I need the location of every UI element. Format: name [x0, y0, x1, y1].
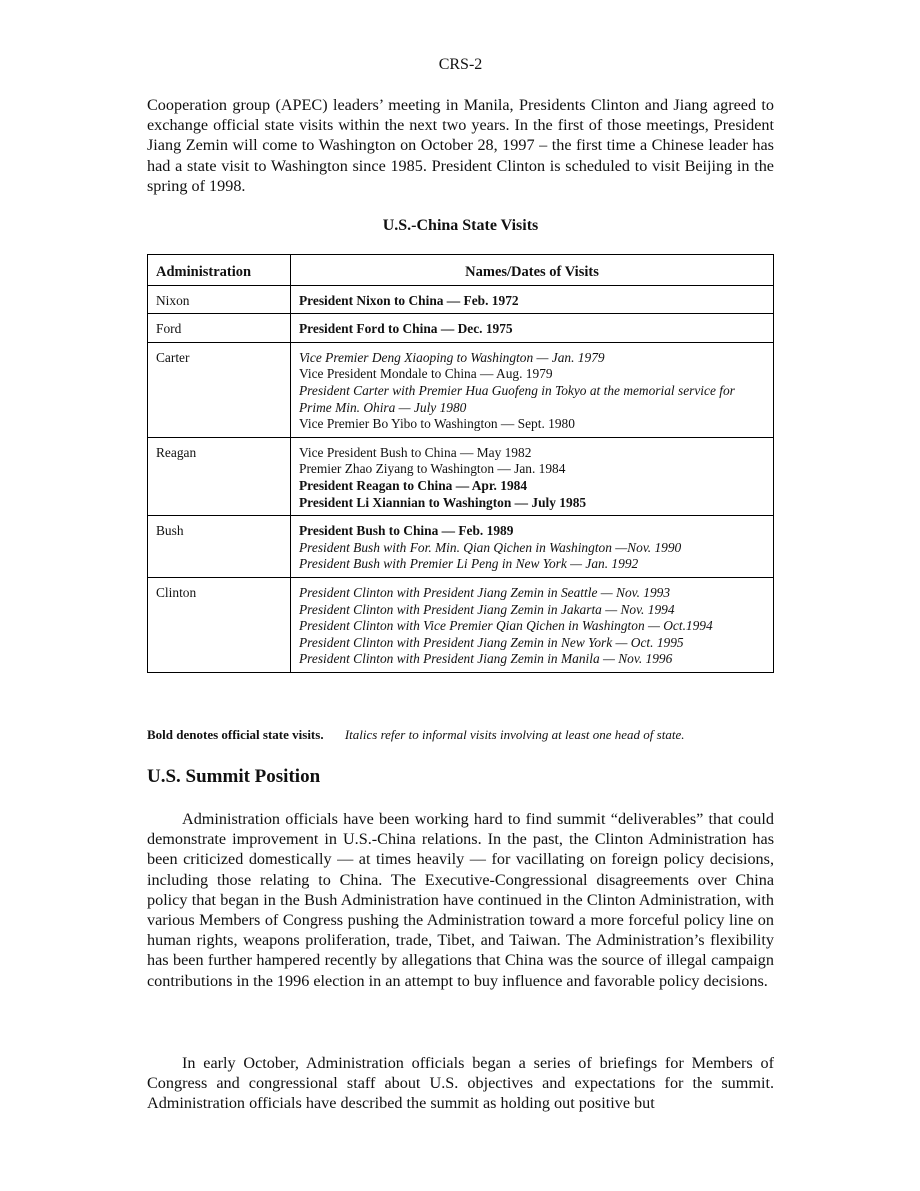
administration-column-header: Administration: [148, 255, 291, 286]
table-row: [148, 437, 774, 515]
table-legend: [147, 727, 807, 743]
administration-cell: Reagan: [148, 437, 291, 515]
visit-entry: Premier Zhao Ziyang to Washington — Jan. 1984: [299, 461, 566, 477]
visits-cell: [291, 314, 774, 343]
visit-entry: Vice Premier Bo Yibo to Washington — Sept. 1980: [299, 416, 575, 432]
administration-cell: Clinton: [148, 577, 291, 672]
visit-entry: Vice President Mondale to China — Aug. 1979: [299, 366, 553, 382]
visit-entry: President Clinton with President Jiang Zemin in New York — Oct. 1995: [299, 634, 684, 650]
visit-entry: Vice Premier Deng Xiaoping to Washington — Jan. 1979: [299, 349, 605, 365]
table-row: [148, 285, 774, 314]
legend-bold-note: Bold denotes official state visits.: [147, 727, 324, 742]
visit-entry: President Clinton with Vice Premier Qian Qichen in Washington — Oct.1994: [299, 618, 713, 634]
visits-cell: [291, 342, 774, 437]
table-header-row: [148, 255, 774, 286]
visits-column-header: Names/Dates of Visits: [291, 255, 774, 286]
table-body: [148, 285, 774, 672]
page-number-header: CRS-2: [438, 56, 483, 73]
body-paragraph-1: Administration officials have been working hard to find summit “deliverables” that could demonstrate improvement in U.S.-China relations. In the past, the Clinton Administration has been criticized domestically — at times heavily — for vacillating on foreign policy decisions, including those relating to China. The Executive-Congressional disagreements over China policy that began in the Bush Administration have continued in the Clinton Administration, with various Members of Congress pushing the Administration toward a more forceful policy line on human rights, weapons proliferation, trade, Tibet, and Taiwan. The Administration’s flexibility has been further hampered recently by allegations that China was the source of illegal campaign contributions in the 1996 election in an attempt to buy influence and favorable policy decisions.: [147, 810, 774, 990]
visit-entry: President Bush to China — Feb. 1989: [299, 523, 514, 539]
administration-cell: Nixon: [148, 285, 291, 314]
visits-cell: [291, 577, 774, 672]
table-row: [148, 342, 774, 437]
legend-italic-note: Italics refer to informal visits involving at least one head of state.: [344, 727, 685, 742]
administration-cell: Carter: [148, 342, 291, 437]
visit-entry: President Nixon to China — Feb. 1972: [299, 292, 519, 308]
visit-entry: Vice President Bush to China — May 1982: [299, 444, 532, 460]
visit-entry: President Bush with Premier Li Peng in New York — Jan. 1992: [299, 556, 639, 572]
visit-entry: President Carter with Premier Hua Guofeng in Tokyo at the memorial service for Prime Min. Ohira — July 1980: [299, 382, 735, 415]
table-title: U.S.-China State Visits: [382, 217, 539, 234]
visits-cell: [291, 437, 774, 515]
table-row: [148, 516, 774, 578]
table-row: [148, 577, 774, 672]
visit-entry: President Reagan to China — Apr. 1984: [299, 477, 528, 493]
visit-entry: President Ford to China — Dec. 1975: [299, 321, 513, 337]
administration-cell: Bush: [148, 516, 291, 578]
section-heading: U.S. Summit Position: [147, 766, 321, 787]
visit-entry: President Clinton with President Jiang Zemin in Manila — Nov. 1996: [299, 651, 673, 667]
visit-entry: President Clinton with President Jiang Zemin in Jakarta — Nov. 1994: [299, 601, 675, 617]
visit-entry: President Li Xiannian to Washington — July 1985: [299, 494, 587, 510]
visit-entry: President Clinton with President Jiang Zemin in Seattle — Nov. 1993: [299, 584, 671, 600]
administration-cell: Ford: [148, 314, 291, 343]
table-row: [148, 314, 774, 343]
intro-paragraph: Cooperation group (APEC) leaders’ meeting in Manila, Presidents Clinton and Jiang agreed to exchange official state visits within the next two years. In the first of those meetings, President Jiang Zemin will come to Washington on October 28, 1997 – the first time a Chinese leader has had a state visit to Washington since 1985. President Clinton is scheduled to visit Beijing in the spring of 1998.: [147, 96, 774, 195]
state-visits-table: [147, 254, 774, 673]
visits-cell: [291, 516, 774, 578]
visits-cell: [291, 285, 774, 314]
body-paragraph-2: In early October, Administration officials began a series of briefings for Members of Congress and congressional staff about U.S. objectives and expectations for the summit. Administration officials have described the summit as holding out positive but: [147, 1054, 774, 1113]
visit-entry: President Bush with For. Min. Qian Qichen in Washington —Nov. 1990: [299, 539, 682, 555]
